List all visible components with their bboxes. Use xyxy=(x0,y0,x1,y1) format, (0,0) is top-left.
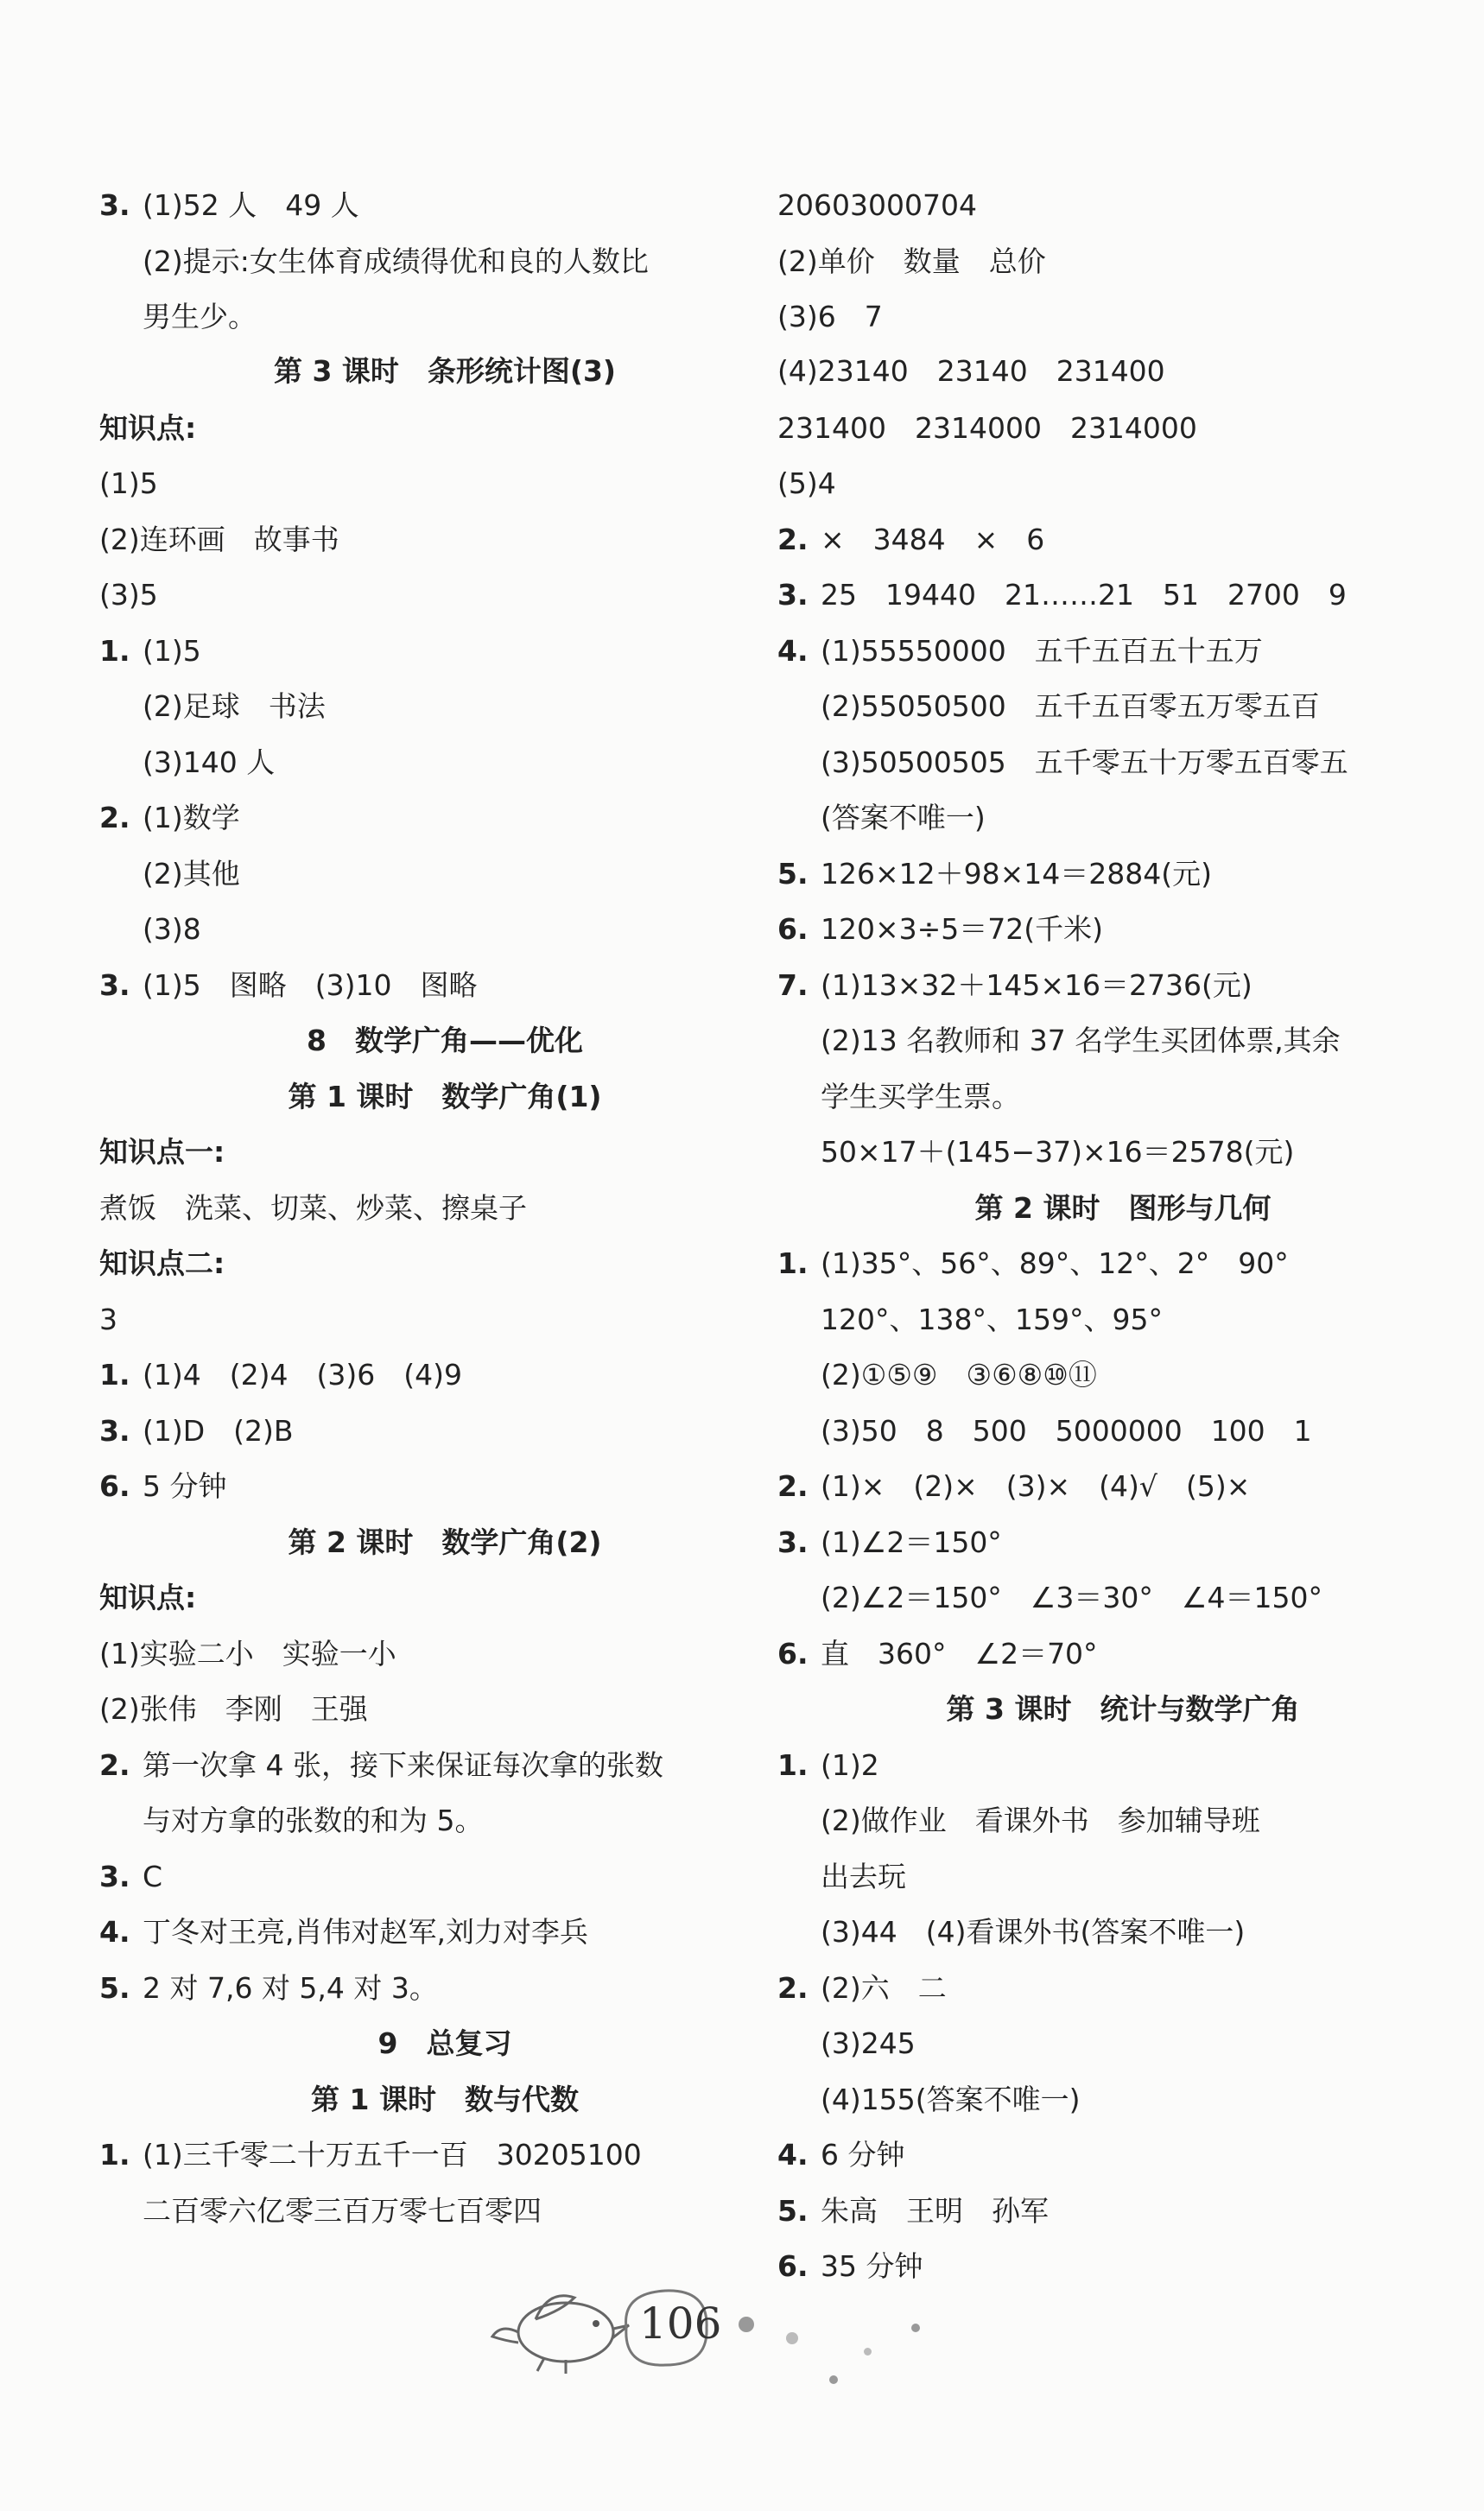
answer-item xyxy=(777,1525,1002,1560)
answer-item xyxy=(777,1637,1098,1671)
answer-line: (2)单价 数量 总价 xyxy=(777,244,1046,278)
answer-text: 丁冬对王亮,肖伟对赵军,刘力对李兵 xyxy=(143,1915,588,1949)
answer-line: (3)6 7 xyxy=(777,300,883,333)
answer-text: (1)∠2＝150° xyxy=(821,1525,1002,1559)
answer-line: (1)实验二小 实验一小 xyxy=(99,1637,396,1671)
answer-text: 120×3÷5＝72(千米) xyxy=(821,912,1104,946)
answer-text: C xyxy=(143,1860,163,1893)
answer-text: 2 对 7,6 对 5,4 对 3。 xyxy=(143,1971,438,2005)
page-footer xyxy=(484,2263,1002,2393)
answer-item xyxy=(99,801,240,835)
decor-dot-icon xyxy=(739,2317,754,2332)
answer-line: (2)13 名教师和 37 名学生买团体票,其余 xyxy=(821,1024,1341,1057)
answer-line: (2)张伟 李刚 王强 xyxy=(99,1692,368,1726)
section-heading: 第 3 课时 条形统计图(3) xyxy=(273,354,617,388)
knowledge-point-label: 知识点: xyxy=(99,411,197,445)
answer-text: (2)六 二 xyxy=(821,1971,947,2005)
answer-text: (1)D (2)B xyxy=(143,1414,294,1448)
answer-line: (2)∠2＝150° ∠3＝30° ∠4＝150° xyxy=(821,1581,1322,1614)
answer-line: 231400 2314000 2314000 xyxy=(777,411,1197,445)
answer-line: (2)做作业 看课外书 参加辅导班 xyxy=(821,1804,1260,1837)
knowledge-point-label: 知识点一: xyxy=(99,1135,225,1169)
answer-line: (3)50 8 500 5000000 100 1 xyxy=(821,1414,1312,1448)
answer-item xyxy=(99,1414,294,1449)
answer-line: 120°、138°、159°、95° xyxy=(821,1303,1163,1336)
knowledge-point-label: 知识点二: xyxy=(99,1246,225,1280)
answer-line: 二百零六亿零三百万零七百零四 xyxy=(143,2194,542,2228)
decor-dot-icon xyxy=(829,2375,838,2384)
answer-item xyxy=(99,1358,462,1392)
answer-line: 男生少。 xyxy=(143,300,257,333)
answer-item xyxy=(777,1246,1289,1281)
answer-item xyxy=(777,968,1253,1003)
answer-line: (2)①⑤⑨ ③⑥⑧⑩⑪ xyxy=(821,1358,1097,1392)
answer-number: 1. xyxy=(99,634,130,668)
answer-number: 6. xyxy=(777,1637,809,1671)
answer-line: (3)245 xyxy=(821,2026,916,2060)
answer-number: 6. xyxy=(99,1469,130,1503)
answer-number: 1. xyxy=(777,1246,809,1280)
answer-number: 3. xyxy=(777,1525,809,1559)
answer-item xyxy=(777,912,1103,947)
answer-line: (2)连环画 故事书 xyxy=(99,523,339,556)
answer-line: 出去玩 xyxy=(821,1860,906,1893)
answer-text: (1)5 xyxy=(143,634,201,668)
answer-number: 1. xyxy=(99,2138,130,2172)
answer-item xyxy=(99,968,477,1003)
decor-dot-icon xyxy=(864,2348,872,2356)
answer-text: × 3484 × 6 xyxy=(821,523,1045,556)
answer-text: (1)13×32＋145×16＝2736(元) xyxy=(821,968,1253,1002)
answer-text: (1)55550000 五千五百五十五万 xyxy=(821,634,1263,668)
answer-text: (1)5 图略 (3)10 图略 xyxy=(143,968,478,1002)
answer-line: (2)足球 书法 xyxy=(143,689,326,723)
answer-item xyxy=(777,2194,1049,2229)
answer-item xyxy=(99,1748,663,1783)
section-heading: 第 2 课时 数学广角(2) xyxy=(288,1525,602,1559)
page-number: 106 xyxy=(639,2299,722,2349)
answer-number: 5. xyxy=(777,2194,809,2228)
section-heading: 第 1 课时 数学广角(1) xyxy=(288,1080,602,1113)
answer-number: 1. xyxy=(99,1358,130,1392)
answer-text: (1)2 xyxy=(821,1748,879,1782)
decor-dot-icon xyxy=(911,2324,920,2332)
answer-text: 35 分钟 xyxy=(821,2249,923,2283)
answer-line: (2)55050500 五千五百零五万零五百 xyxy=(821,689,1320,723)
answer-number: 2. xyxy=(99,801,130,834)
answer-item xyxy=(777,2138,905,2172)
answer-number: 3. xyxy=(777,578,809,612)
answer-item xyxy=(99,1860,162,1894)
answer-line: 20603000704 xyxy=(777,188,977,222)
answer-number: 3. xyxy=(99,1414,130,1448)
answer-line: 煮饭 洗菜、切菜、炒菜、擦桌子 xyxy=(99,1191,527,1225)
answer-number: 2. xyxy=(99,1748,130,1782)
answer-line: (答案不唯一) xyxy=(821,801,986,834)
answer-line: (3)44 (4)看课外书(答案不唯一) xyxy=(821,1915,1246,1949)
answer-line: (4)155(答案不唯一) xyxy=(821,2083,1081,2116)
answer-line: 学生买学生票。 xyxy=(821,1080,1020,1113)
answer-text: (1)× (2)× (3)× (4)√ (5)× xyxy=(821,1469,1251,1503)
answer-text: (1)三千零二十万五千一百 30205100 xyxy=(143,2138,642,2172)
answer-item xyxy=(777,1469,1250,1504)
answer-item xyxy=(99,1971,438,2006)
answer-item xyxy=(777,523,1044,557)
answer-number: 3. xyxy=(99,968,130,1002)
answer-item xyxy=(99,634,201,669)
answer-item xyxy=(777,578,1347,612)
answer-item xyxy=(777,857,1212,891)
answer-number: 4. xyxy=(777,2138,809,2172)
answer-text: 直 360° ∠2＝70° xyxy=(821,1637,1098,1671)
answer-line: (3)8 xyxy=(143,912,201,946)
answer-item xyxy=(99,1469,227,1504)
decor-dot-icon xyxy=(786,2332,798,2344)
answer-line: 与对方拿的张数的和为 5。 xyxy=(143,1804,484,1837)
answer-text: 6 分钟 xyxy=(821,2138,905,2172)
answer-number: 5. xyxy=(777,857,809,891)
answer-item xyxy=(99,188,359,223)
answer-line: 50×17＋(145−37)×16＝2578(元) xyxy=(821,1135,1295,1169)
answer-number: 1. xyxy=(777,1748,809,1782)
answer-line: (2)提示:女生体育成绩得优和良的人数比 xyxy=(143,244,649,278)
answer-item xyxy=(777,1748,879,1783)
section-heading: 9 总复习 xyxy=(377,2026,512,2060)
answer-line: (4)23140 23140 231400 xyxy=(777,354,1165,388)
answer-item xyxy=(99,2138,642,2172)
answer-item xyxy=(777,634,1263,669)
answer-number: 6. xyxy=(777,2249,809,2283)
answer-number: 2. xyxy=(777,1971,809,2005)
answer-line: (5)4 xyxy=(777,466,836,500)
answer-text: (1)52 人 49 人 xyxy=(143,188,359,222)
answer-text: 25 19440 21……21 51 2700 9 xyxy=(821,578,1347,612)
answer-text: 第一次拿 4 张，接下来保证每次拿的张数 xyxy=(143,1748,663,1782)
section-heading: 8 数学广角——优化 xyxy=(307,1024,583,1057)
answer-number: 6. xyxy=(777,912,809,946)
answer-text: 朱高 王明 孙军 xyxy=(821,2194,1049,2228)
answer-text: 126×12＋98×14＝2884(元) xyxy=(821,857,1212,891)
answer-text: 5 分钟 xyxy=(143,1469,227,1503)
answer-number: 2. xyxy=(777,523,809,556)
answer-number: 3. xyxy=(99,1860,130,1893)
answer-number: 2. xyxy=(777,1469,809,1503)
section-heading: 第 3 课时 统计与数学广角 xyxy=(946,1692,1300,1726)
answer-text: (1)4 (2)4 (3)6 (4)9 xyxy=(143,1358,462,1392)
answer-line: (3)50500505 五千零五十万零五百零五 xyxy=(821,745,1348,779)
answer-text: (1)数学 xyxy=(143,801,240,834)
answer-number: 4. xyxy=(99,1915,130,1949)
answer-item xyxy=(99,1915,588,1950)
answer-number: 7. xyxy=(777,968,809,1002)
answer-line: (1)5 xyxy=(99,466,158,500)
answer-line: (3)140 人 xyxy=(143,745,276,779)
answer-line: (2)其他 xyxy=(143,857,240,891)
answer-line: (3)5 xyxy=(99,578,158,612)
answer-line: 3 xyxy=(99,1303,117,1336)
knowledge-point-label: 知识点: xyxy=(99,1581,197,1614)
answer-text: (1)35°、56°、89°、12°、2° 90° xyxy=(821,1246,1289,1280)
answer-number: 3. xyxy=(99,188,130,222)
answer-number: 5. xyxy=(99,1971,130,2005)
answer-item xyxy=(777,1971,947,2006)
section-heading: 第 2 课时 图形与几何 xyxy=(974,1191,1272,1225)
section-heading: 第 1 课时 数与代数 xyxy=(311,2083,579,2116)
answer-number: 4. xyxy=(777,634,809,668)
